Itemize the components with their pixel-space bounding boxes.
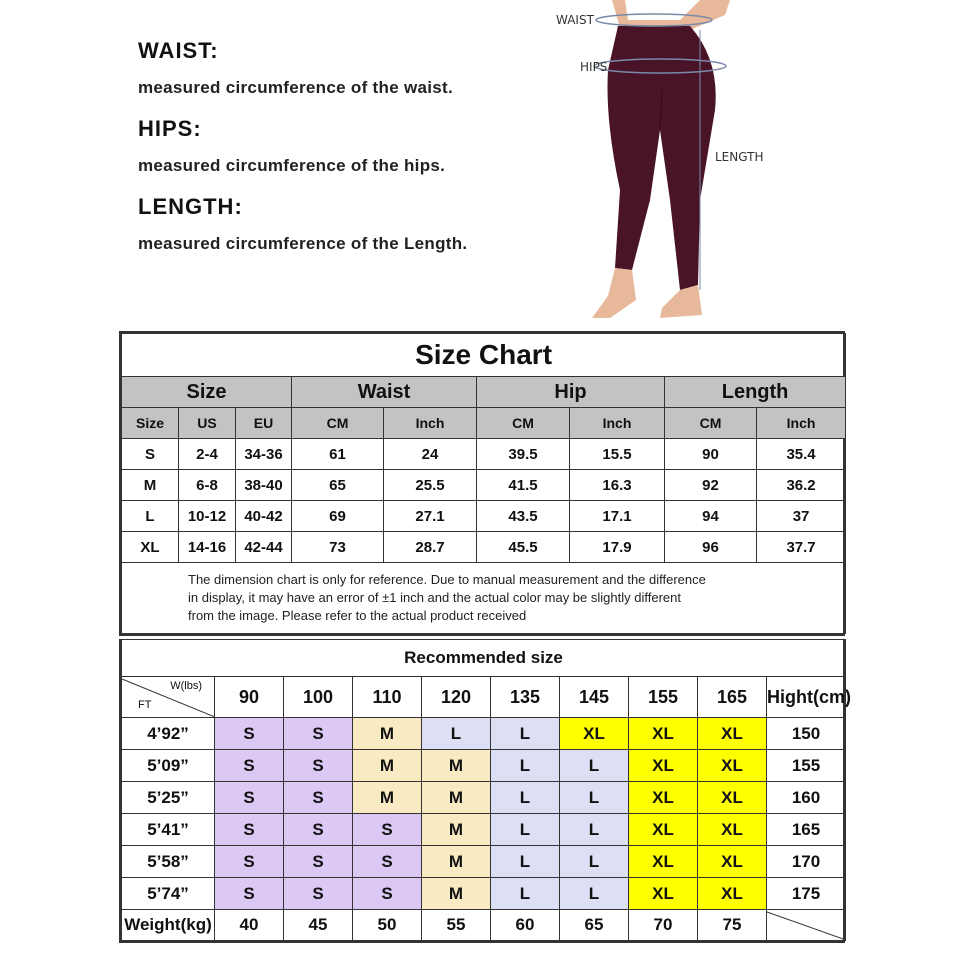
recommended-size-cell: XL — [698, 814, 767, 846]
size-chart-subheader-row — [122, 408, 846, 439]
size-cell: 40-42 — [236, 501, 292, 532]
size-cell: 90 — [665, 439, 757, 470]
recommended-size-cell: M — [353, 782, 422, 814]
size-cell: 37 — [757, 501, 846, 532]
height-cm-cell: 150 — [767, 718, 846, 750]
height-cm-header: Hight(cm) — [767, 677, 846, 718]
size-cell: 73 — [292, 532, 384, 563]
recommended-size-cell: L — [491, 814, 560, 846]
height-cm-cell: 170 — [767, 846, 846, 878]
recommended-size-cell: M — [353, 750, 422, 782]
def-desc-waist: measured circumference of the waist. — [138, 78, 454, 97]
def-term-hips: HIPS: — [138, 116, 202, 141]
recommended-size-cell: S — [284, 782, 353, 814]
def-desc-length: measured circumference of the Length. — [138, 234, 468, 253]
corner-weight-label: W(lbs) — [170, 680, 202, 692]
recommended-size-cell: XL — [629, 782, 698, 814]
size-cell: 28.7 — [384, 532, 477, 563]
recommended-size-cell: S — [284, 878, 353, 910]
size-cell: 94 — [665, 501, 757, 532]
recommended-size-cell: S — [215, 878, 284, 910]
recommended-row — [122, 718, 846, 750]
size-chart-body — [122, 439, 846, 563]
figure-label-waist: WAIST — [556, 13, 594, 27]
recommended-size-chart — [119, 639, 851, 943]
size-cell: 25.5 — [384, 470, 477, 501]
recommended-size-cell: S — [215, 718, 284, 750]
weight-kg-cell: 40 — [215, 910, 284, 941]
corner-cell — [122, 677, 215, 718]
size-cell: 43.5 — [477, 501, 570, 532]
size-cell: 27.1 — [384, 501, 477, 532]
size-cell: 2-4 — [179, 439, 236, 470]
subheader-cell: CM — [292, 408, 384, 439]
size-cell: 17.9 — [570, 532, 665, 563]
recommended-size-cell: XL — [629, 878, 698, 910]
height-ft-cell: 5’58” — [122, 846, 215, 878]
size-cell: L — [122, 501, 179, 532]
recommended-size-cell: XL — [560, 718, 629, 750]
recommended-size-cell: XL — [698, 718, 767, 750]
size-chart-table — [121, 333, 846, 634]
weight-kg-cell: 75 — [698, 910, 767, 941]
weight-lbs-header: 90 — [215, 677, 284, 718]
size-chart-note — [122, 563, 846, 634]
size-cell: 39.5 — [477, 439, 570, 470]
size-cell: 34-36 — [236, 439, 292, 470]
group-hip: Hip — [477, 377, 665, 408]
recommended-size-cell: L — [560, 782, 629, 814]
height-ft-cell: 4’92” — [122, 718, 215, 750]
size-chart-title: Size Chart — [122, 334, 846, 377]
size-row — [122, 532, 846, 563]
weight-kg-cell: 60 — [491, 910, 560, 941]
recommended-size-cell: S — [215, 750, 284, 782]
subheader-cell: Size — [122, 408, 179, 439]
size-cell: 41.5 — [477, 470, 570, 501]
weight-kg-label: Weight(kg) — [122, 910, 215, 941]
size-cell: 45.5 — [477, 532, 570, 563]
height-ft-cell: 5’74” — [122, 878, 215, 910]
recommended-size-cell: M — [422, 750, 491, 782]
recommended-size-cell: M — [422, 814, 491, 846]
size-cell: 35.4 — [757, 439, 846, 470]
recommended-size-cell: L — [491, 878, 560, 910]
weight-kg-row — [122, 910, 846, 941]
leggings-figure — [550, 0, 790, 325]
recommended-body — [122, 718, 846, 910]
size-cell: 92 — [665, 470, 757, 501]
size-row — [122, 470, 846, 501]
def-desc-hips: measured circumference of the hips. — [138, 156, 446, 175]
size-cell: 14-16 — [179, 532, 236, 563]
height-ft-cell: 5’41” — [122, 814, 215, 846]
group-waist: Waist — [292, 377, 477, 408]
subheader-cell: Inch — [570, 408, 665, 439]
recommended-row — [122, 878, 846, 910]
recommended-size-cell: L — [491, 718, 560, 750]
figure-label-length: LENGTH — [715, 150, 764, 164]
note-line: from the image. Please refer to the actual product received — [188, 608, 527, 623]
recommended-size-cell: L — [491, 846, 560, 878]
recommended-row — [122, 782, 846, 814]
recommended-size-cell: S — [215, 782, 284, 814]
def-term-length: LENGTH: — [138, 194, 243, 219]
empty-cell-diagonal — [767, 910, 846, 940]
recommended-size-cell: L — [491, 782, 560, 814]
size-cell: 37.7 — [757, 532, 846, 563]
recommended-size-cell: S — [284, 846, 353, 878]
recommended-size-cell: L — [560, 814, 629, 846]
weight-kg-cell: 70 — [629, 910, 698, 941]
size-cell: 17.1 — [570, 501, 665, 532]
height-cm-cell: 165 — [767, 814, 846, 846]
recommended-size-cell: XL — [698, 846, 767, 878]
size-cell: 65 — [292, 470, 384, 501]
recommended-size-cell: XL — [698, 878, 767, 910]
weight-lbs-header: 120 — [422, 677, 491, 718]
subheader-cell: US — [179, 408, 236, 439]
recommended-size-cell: S — [284, 718, 353, 750]
recommended-size-cell: XL — [629, 846, 698, 878]
recommended-size-cell: M — [353, 718, 422, 750]
size-cell: S — [122, 439, 179, 470]
subheader-cell: CM — [665, 408, 757, 439]
size-cell: 96 — [665, 532, 757, 563]
recommended-size-cell: M — [422, 878, 491, 910]
recommended-size-cell: XL — [629, 718, 698, 750]
recommended-row — [122, 750, 846, 782]
size-cell: 10-12 — [179, 501, 236, 532]
size-cell: 24 — [384, 439, 477, 470]
weight-kg-cell: 45 — [284, 910, 353, 941]
group-length: Length — [665, 377, 846, 408]
recommended-size-cell: M — [422, 782, 491, 814]
size-row — [122, 501, 846, 532]
size-cell: XL — [122, 532, 179, 563]
height-cm-cell: 175 — [767, 878, 846, 910]
weight-kg-cell: 65 — [560, 910, 629, 941]
subheader-cell: EU — [236, 408, 292, 439]
size-cell: 42-44 — [236, 532, 292, 563]
recommended-size-cell: S — [215, 846, 284, 878]
size-cell: 36.2 — [757, 470, 846, 501]
size-cell: M — [122, 470, 179, 501]
weight-lbs-header: 110 — [353, 677, 422, 718]
recommended-size-cell: L — [560, 878, 629, 910]
recommended-header-row — [122, 677, 846, 718]
height-cm-cell: 155 — [767, 750, 846, 782]
size-cell: 16.3 — [570, 470, 665, 501]
size-cell: 69 — [292, 501, 384, 532]
recommended-size-cell: S — [353, 814, 422, 846]
def-term-waist: WAIST: — [138, 38, 219, 63]
recommended-size-cell: M — [422, 846, 491, 878]
weight-lbs-header: 165 — [698, 677, 767, 718]
subheader-cell: Inch — [757, 408, 846, 439]
size-chart-group-row — [122, 377, 846, 408]
subheader-cell: Inch — [384, 408, 477, 439]
corner-ft-label: FT — [138, 699, 152, 711]
recommended-size-cell: XL — [698, 750, 767, 782]
group-size: Size — [122, 377, 292, 408]
weight-kg-cell: 50 — [353, 910, 422, 941]
recommended-size-cell: XL — [629, 750, 698, 782]
recommended-size-cell: XL — [698, 782, 767, 814]
weight-lbs-header: 155 — [629, 677, 698, 718]
empty-diagonal-cell — [767, 910, 846, 941]
height-ft-cell: 5’09” — [122, 750, 215, 782]
recommended-size-cell: XL — [629, 814, 698, 846]
recommended-row — [122, 814, 846, 846]
weight-lbs-header: 145 — [560, 677, 629, 718]
note-line: in display, it may have an error of ±1 inch and the actual color may be slightly different — [188, 590, 681, 605]
recommended-title: Recommended size — [122, 640, 846, 677]
height-ft-cell: 5’25” — [122, 782, 215, 814]
recommended-size-cell: S — [284, 814, 353, 846]
recommended-size-table — [121, 639, 851, 941]
recommended-size-cell: S — [353, 878, 422, 910]
recommended-row — [122, 846, 846, 878]
size-cell: 6-8 — [179, 470, 236, 501]
weight-kg-cell: 55 — [422, 910, 491, 941]
size-chart — [119, 331, 845, 636]
recommended-size-cell: S — [215, 814, 284, 846]
size-row — [122, 439, 846, 470]
recommended-size-cell: L — [422, 718, 491, 750]
height-cm-cell: 160 — [767, 782, 846, 814]
recommended-size-cell: S — [284, 750, 353, 782]
subheader-cell: CM — [477, 408, 570, 439]
size-cell: 38-40 — [236, 470, 292, 501]
recommended-size-cell: S — [353, 846, 422, 878]
figure-label-hips: HIPS — [580, 60, 608, 74]
measurement-definitions — [138, 34, 558, 268]
size-cell: 15.5 — [570, 439, 665, 470]
note-line: The dimension chart is only for reference. Due to manual measurement and the difference — [188, 572, 706, 587]
weight-lbs-header: 135 — [491, 677, 560, 718]
size-cell: 61 — [292, 439, 384, 470]
weight-lbs-header: 100 — [284, 677, 353, 718]
recommended-size-cell: L — [560, 750, 629, 782]
recommended-size-cell: L — [560, 846, 629, 878]
recommended-size-cell: L — [491, 750, 560, 782]
